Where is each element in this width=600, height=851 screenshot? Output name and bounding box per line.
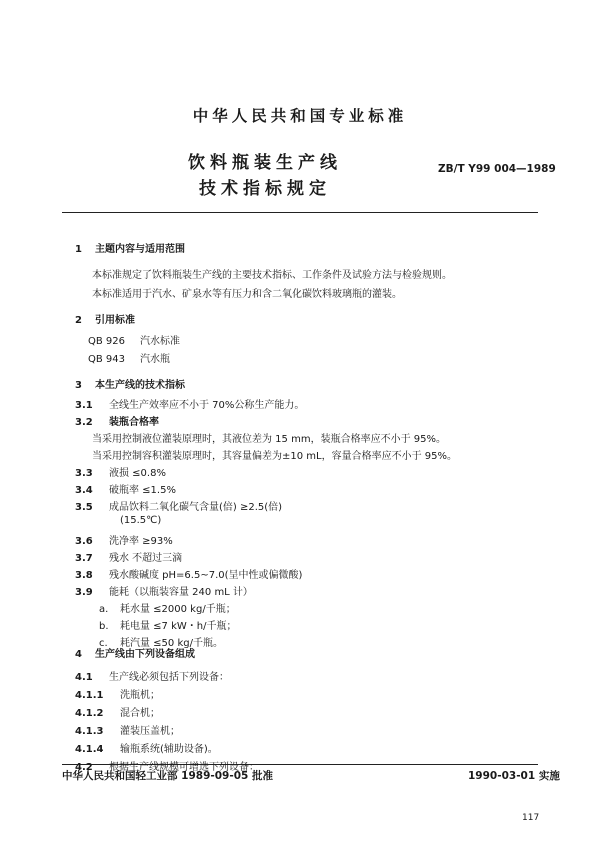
item-4-1-2: 4.1.2 混合机； xyxy=(75,708,160,719)
document-title-line2: 技术指标规定 xyxy=(199,179,331,199)
item-4-2-number: 4.2 xyxy=(75,762,93,773)
item-4-1-3-text: 灌装压盖机； xyxy=(120,726,180,737)
item-3-4: 3.4 破瓶率 ≤1.5% xyxy=(75,485,176,496)
reference-1: QB 926 汽水标准 xyxy=(88,336,180,347)
page-number: 117 xyxy=(522,813,540,823)
item-3-9: 3.9 能耗（以瓶装容量 240 mL 计） xyxy=(75,587,253,598)
item-3-8: 3.8 残水酸碱度 pH=6.5~7.0(呈中性或偏微酸) xyxy=(75,570,303,581)
item-4-2 xyxy=(75,758,259,773)
implementation-date: 1990-03-01 实施 xyxy=(468,770,560,782)
item-3-2-sub-2: 当采用控制容积灌装原理时，其容量偏差为±10 mL，容量合格率应不小于 95%。 xyxy=(92,451,457,462)
standard-code: ZB/T Y99 004—1989 xyxy=(438,163,556,175)
item-4-1-1: 4.1.1 洗瓶机； xyxy=(75,690,160,701)
item-3-5: 3.5 成品饮料二氧化碳气含量(倍) ≥2.5(倍) xyxy=(75,502,283,513)
item-3-9-a: a. 耗水量 ≤2000 kg/千瓶； xyxy=(99,604,236,615)
section-4-heading: 4 生产线由下列设备组成 xyxy=(75,649,195,660)
reference-2: QB 943 汽水瓶 xyxy=(88,354,170,365)
section-1-paragraph-2: 本标准适用于汽水、矿泉水等有压力和含二氧化碳饮料玻璃瓶的灌装。 xyxy=(92,289,402,300)
item-4-1: 4.1 生产线必须包括下列设备： xyxy=(75,672,229,683)
item-4-1-3-number: 4.1.3 xyxy=(75,726,104,737)
section-1-paragraph-1: 本标准规定了饮料瓶装生产线的主要技术指标、工作条件及试验方法与检验规则。 xyxy=(92,270,452,281)
item-3-9-b: b. 耗电量 ≤7 kW・h/千瓶； xyxy=(99,621,237,632)
item-3-5-sub: (15.5℃) xyxy=(120,515,162,526)
item-3-3: 3.3 液损 ≤0.8% xyxy=(75,468,166,479)
section-3-heading: 3 本生产线的技术指标 xyxy=(75,380,185,391)
section-1-heading: 1 主题内容与适用范围 xyxy=(75,244,185,255)
item-4-1-4-text: 输瓶系统(辅助设备)。 xyxy=(120,744,218,755)
section-2-heading: 2 引用标准 xyxy=(75,315,135,326)
item-4-1-4-number: 4.1.4 xyxy=(75,744,104,755)
top-divider xyxy=(62,212,538,213)
item-3-7: 3.7 残水 不超过三滴 xyxy=(75,553,183,564)
item-4-2-text: 根据生产线规模可增选下列设备： xyxy=(109,762,259,773)
item-3-6: 3.6 洗净率 ≥93% xyxy=(75,536,173,547)
item-3-2: 3.2 装瓶合格率 xyxy=(75,417,159,428)
item-3-1: 3.1 全线生产效率应不小于 70%公称生产能力。 xyxy=(75,400,305,411)
document-title-line1: 饮料瓶装生产线 xyxy=(188,153,342,173)
item-3-9-c: c. 耗汽量 ≤50 kg/千瓶。 xyxy=(99,638,223,649)
item-3-2-sub-1: 当采用控制液位灌装原理时，其液位差为 15 mm，装瓶合格率应不小于 95%。 xyxy=(92,434,446,445)
item-4-1-4 xyxy=(75,740,218,755)
approval-info: 中华人民共和国轻工业部 1989-09-05 批准 xyxy=(62,770,273,782)
item-4-1-3 xyxy=(75,722,180,737)
standard-header: 中华人民共和国专业标准 xyxy=(192,107,408,125)
